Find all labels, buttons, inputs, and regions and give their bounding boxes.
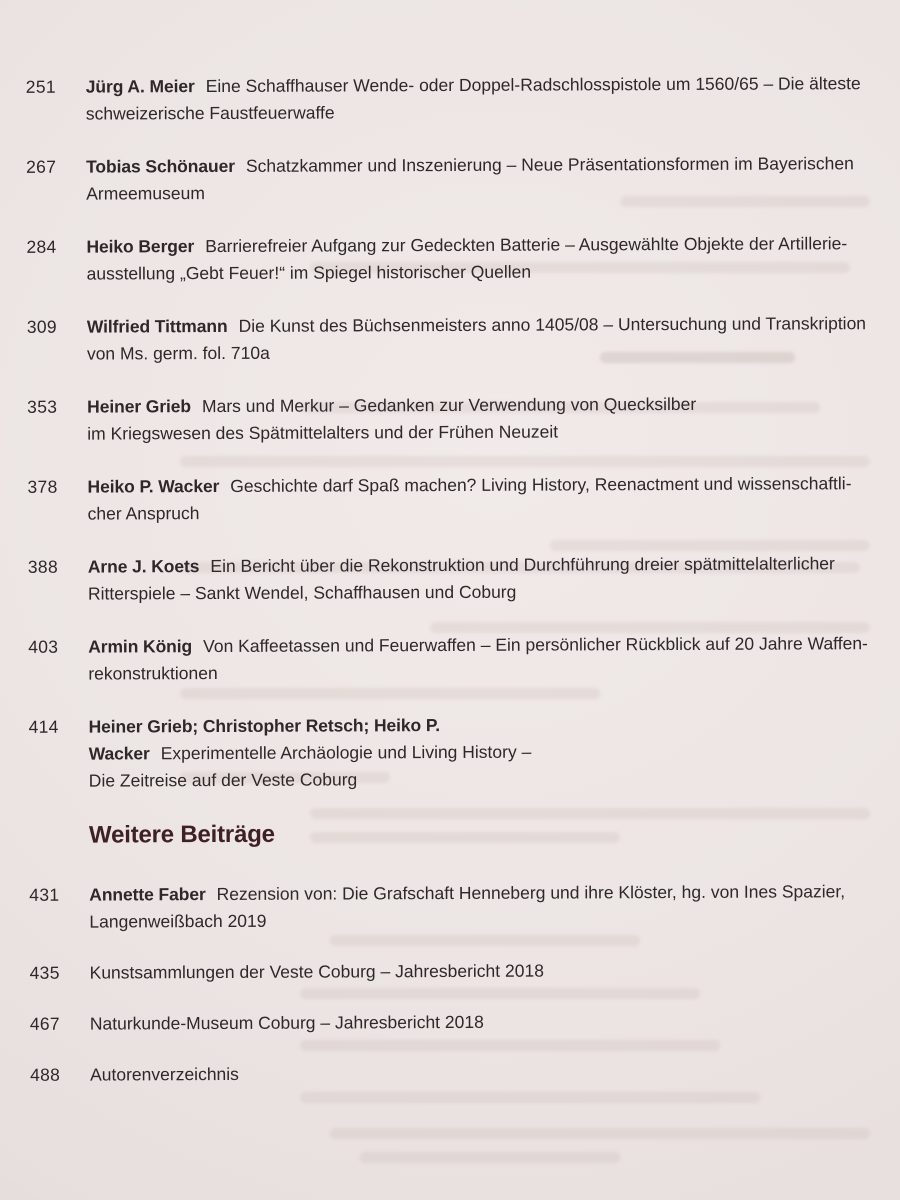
- toc-entry: [26, 150, 868, 208]
- entry-authors: Heiko P. Wacker: [87, 476, 220, 497]
- entry-title-line1: Rezension von: Die Grafschaft Henneberg und ihre Klöster, hg. von Ines Spazier,: [216, 881, 846, 905]
- entry-text: [89, 878, 871, 935]
- toc-entry: [26, 230, 868, 288]
- entry-page-number: 435: [29, 962, 60, 983]
- entry-page-number: 431: [29, 884, 60, 905]
- entry-title-line2: schweizerische Faustfeuerwaffe: [85, 102, 335, 124]
- entry-authors: Heiner Grieb; Christopher Retsch; Heiko P. Wacker: [88, 715, 440, 764]
- entry-title-line1: Experimentelle Archäologie und Living History –: [160, 741, 532, 764]
- entry-title-line1: Naturkunde-Museum Coburg – Jahresbericht 2018: [89, 1011, 484, 1034]
- entry-authors: Wilfried Tittmann: [86, 315, 228, 337]
- entry-text: [86, 230, 868, 287]
- entry-text: [90, 1058, 872, 1088]
- toc-entry: [30, 956, 872, 987]
- entry-authors: Annette Faber: [89, 884, 206, 905]
- toc-entry: [28, 550, 870, 608]
- entry-page-number: 284: [26, 236, 57, 257]
- toc-entry: [29, 878, 871, 936]
- toc-main-entries: [26, 70, 871, 795]
- entry-authors: Tobias Schönauer: [86, 155, 235, 177]
- entry-title-line1: Autorenverzeichnis: [90, 1063, 239, 1085]
- entry-title-line2: Armeemuseum: [86, 183, 205, 204]
- toc-entry: [28, 630, 870, 688]
- entry-title-line2: von Ms. germ. fol. 710a: [86, 342, 270, 364]
- entry-title-line1: Von Kaffeetassen und Feuerwaffen – Ein persönlicher Rückblick auf 20 Jahre Waffen-: [203, 633, 868, 657]
- entry-text: [88, 630, 870, 687]
- entry-text: [87, 470, 869, 527]
- entry-text: [86, 150, 868, 207]
- toc-entry: [27, 470, 869, 528]
- entry-title-line1: Eine Schaffhauser Wende- oder Doppel-Radschlosspistole um 1560/65 – Die älteste: [205, 73, 861, 97]
- entry-page-number: 378: [27, 476, 58, 497]
- entry-page-number: 267: [26, 156, 57, 177]
- entry-title-line2: Langenweißbach 2019: [89, 910, 267, 932]
- toc-entry: [27, 310, 869, 368]
- entry-title-line1: Geschichte darf Spaß machen? Living History, Reenactment und wissenschaftli-: [230, 473, 852, 496]
- entry-authors: Armin König: [88, 636, 193, 657]
- entry-text: [88, 710, 870, 794]
- entry-text: [86, 70, 868, 127]
- entry-title-line2: Ritterspiele – Sankt Wendel, Schaffhausen und Coburg: [87, 581, 517, 604]
- entry-authors: Heiner Grieb: [87, 396, 192, 417]
- entry-text: [87, 390, 869, 447]
- toc-entry: [30, 1058, 872, 1089]
- entry-title-line1: Kunstsammlungen der Veste Coburg – Jahresbericht 2018: [89, 960, 544, 983]
- toc-entry: [27, 390, 869, 448]
- entry-title-line1: Ein Bericht über die Rekonstruktion und Durchführung dreier spätmittelalterlicher: [210, 553, 835, 577]
- section-heading: Weitere Beiträge: [88, 820, 275, 849]
- entry-text: [90, 1007, 872, 1037]
- toc-entry: [30, 1007, 872, 1038]
- entry-text: [90, 956, 872, 986]
- entry-page-number: 353: [27, 396, 58, 417]
- entry-text: [88, 550, 870, 607]
- entry-title-line2: rekonstruktionen: [88, 663, 218, 684]
- entry-page-number: 414: [28, 716, 59, 737]
- entry-title-line1: Barrierefreier Aufgang zur Gedeckten Batterie – Ausgewählte Objekte der Artillerie-: [205, 233, 848, 257]
- entry-title-line1: Mars und Merkur – Gedanken zur Verwendung von Quecksilber: [201, 393, 697, 417]
- entry-text: [87, 310, 869, 367]
- toc-entry: [28, 710, 870, 795]
- toc-more-entries: [29, 878, 872, 1089]
- entry-page-number: 488: [30, 1064, 61, 1085]
- entry-title-line2: im Kriegswesen des Spätmittelalters und der Frühen Neuzeit: [87, 421, 559, 444]
- entry-title-line2: Die Zeitreise auf der Veste Coburg: [88, 769, 358, 791]
- entry-title-line2: cher Anspruch: [87, 503, 200, 524]
- entry-authors: Heiko Berger: [86, 236, 195, 257]
- entry-authors: Arne J. Koets: [87, 556, 200, 577]
- entry-title-line2: ausstellung „Gebt Feuer!“ im Spiegel historischer Quellen: [86, 261, 532, 284]
- entry-title-line1: Schatzkammer und Inszenierung – Neue Präsentationsformen im Bayerischen: [245, 153, 854, 176]
- entry-page-number: 251: [25, 76, 56, 97]
- entry-page-number: 403: [28, 636, 59, 657]
- entry-page-number: 388: [27, 556, 59, 577]
- entry-title-line1: Die Kunst des Büchsenmeisters anno 1405/08 – Untersuchung und Transkription: [238, 313, 867, 336]
- toc-entry: [26, 70, 868, 128]
- entry-authors: Jürg A. Meier: [85, 76, 195, 97]
- entry-page-number: 467: [29, 1013, 60, 1034]
- entry-page-number: 309: [26, 316, 57, 337]
